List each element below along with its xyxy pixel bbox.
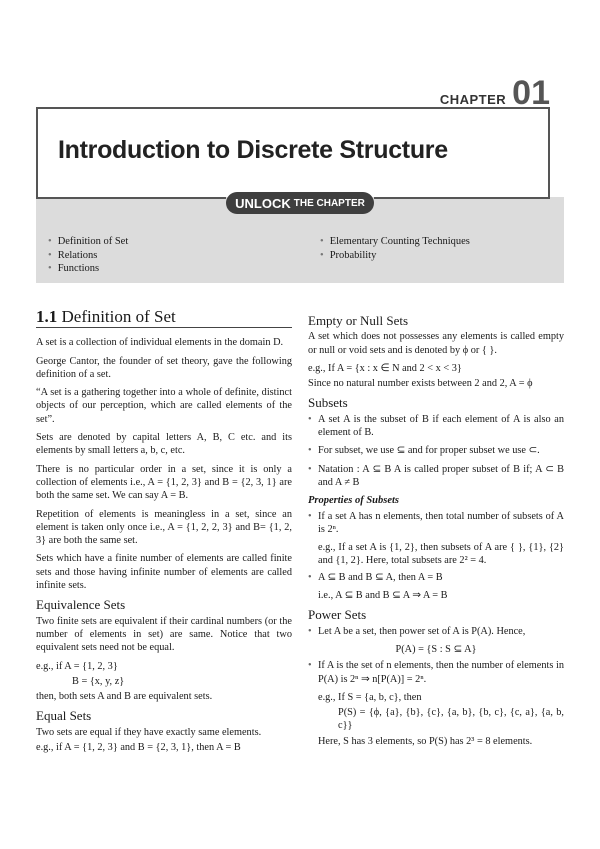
section-title: Definition of Set xyxy=(61,307,176,326)
paragraph: “A set is a gathering together into a whole of definite, distinct objects of our perception, which are called elements of the set”. xyxy=(36,387,292,425)
paragraph: George Cantor, the founder of set theory, gave the following definition of a set. xyxy=(36,355,292,380)
subheading-subsets: Subsets xyxy=(308,395,348,411)
unlock-sub-label: THE CHAPTER xyxy=(293,197,365,209)
bullet-item: • If a set A has n elements, then total number of subsets of A is 2ⁿ. xyxy=(308,510,564,537)
right-column xyxy=(308,306,564,750)
bullet-item: • A set A is the subset of B if each element of A is also an element of B. xyxy=(308,413,564,440)
paragraph: then, both sets A and B are equivalent sets. xyxy=(36,691,213,703)
topic-item: • Definition of Set xyxy=(48,235,128,249)
example-line: e.g., if A = {1, 2, 3} xyxy=(36,660,118,672)
topic-item: • Relations xyxy=(48,249,128,263)
paragraph: Sets are denoted by capital letters A, B, C etc. and its elements by small letters a, b, c, etc. xyxy=(36,432,292,457)
subheading-equivalence: Equivalence Sets xyxy=(36,597,126,613)
example-line: B = {x, y, z} xyxy=(72,675,125,687)
paragraph: There is no particular order in a set, since it is only a collection of elements i.e., A = {1, 2, 3} and B = {2, 3, 1} are both the same set. We can say A = B. xyxy=(36,463,292,502)
bullet-item: • If A is the set of n elements, then the number of elements in P(A) is 2ⁿ ⇒ n[P(A)] = 2ⁿ. xyxy=(308,659,564,686)
subheading-power: Power Sets xyxy=(308,607,367,623)
chapter-tag xyxy=(440,76,550,110)
example-line: e.g., If a set A is {1, 2}, then subsets of A are { }, {1}, {2} and {1, 2}. Here, total subsets are 2² = 4. xyxy=(318,542,564,567)
chapter-number: 01 xyxy=(512,74,550,112)
divider xyxy=(36,197,226,199)
topic-item: • Probability xyxy=(320,249,470,263)
topics-right xyxy=(320,235,470,262)
paragraph: Since no natural number exists between 2 and 2, A = ϕ xyxy=(308,378,533,390)
example-line: e.g., If S = {a, b, c}, then xyxy=(318,691,422,703)
bullet-item: • Let A be a set, then power set of A is P(A). Hence, xyxy=(308,625,564,638)
topic-item: • Functions xyxy=(48,262,128,276)
topic-item: • Elementary Counting Techniques xyxy=(320,235,470,249)
subheading-equal: Equal Sets xyxy=(36,708,92,724)
paragraph: Sets which have a finite number of elements are called finite sets and those having infinite number of elements are called infinite sets. xyxy=(36,553,292,592)
paragraph: Two finite sets are equivalent if their cardinal numbers (or the number of elements in set) are same. Notice that two equivalent sets need not be equal. xyxy=(36,615,292,654)
example-line: P(S) = {ϕ, {a}, {b}, {c}, {a, b}, {b, c}, {c, a}, {a, b, c}} xyxy=(338,707,564,732)
example-line: e.g., if A = {1, 2, 3} and B = {2, 3, 1}, then A = B xyxy=(36,742,241,754)
bullet-item: • For subset, we use ⊆ and for proper subset we use ⊂. xyxy=(308,444,564,457)
section-heading xyxy=(36,307,292,328)
topics-left xyxy=(48,235,128,276)
chapter-title: Introduction to Discrete Structure xyxy=(58,136,448,164)
left-column xyxy=(36,306,292,756)
section-number: 1.1 xyxy=(36,307,58,326)
formula: P(A) = {S : S ⊆ A} xyxy=(395,643,477,655)
divider xyxy=(374,197,550,199)
paragraph: Two sets are equal if they have exactly same elements. xyxy=(36,726,262,738)
paragraph: A set which does not possesses any elements is called empty or null or void sets and is denoted by ϕ or { }. xyxy=(308,331,564,356)
unlock-main-label: UNLOCK xyxy=(235,195,291,211)
chapter-word: CHAPTER xyxy=(439,92,507,107)
bullet-item: • A ⊆ B and B ⊆ A, then A = B xyxy=(308,571,564,584)
example-line: e.g., If A = {x : x ∈ N and 2 < x < 3} xyxy=(308,362,462,374)
example-line: Here, S has 3 elements, so P(S) has 2³ = 8 elements. xyxy=(318,735,533,747)
paragraph: A set is a collection of individual elements in the domain D. xyxy=(36,337,284,349)
subheading-properties: Properties of Subsets xyxy=(308,495,400,507)
subheading-empty: Empty or Null Sets xyxy=(308,313,409,328)
paragraph: Repetition of elements is meaningless in a set, since an element is taken only once i.e., A = {1, 2, 2, 3} and B= {1, 2, 3} are both the same set. xyxy=(36,508,292,547)
bullet-item: • Natation : A ⊆ B A is called proper subset of B if; A ⊂ B and A ≠ B xyxy=(308,463,564,490)
example-line: i.e., A ⊆ B and B ⊆ A ⇒ A = B xyxy=(318,590,448,602)
unlock-badge xyxy=(226,192,374,214)
